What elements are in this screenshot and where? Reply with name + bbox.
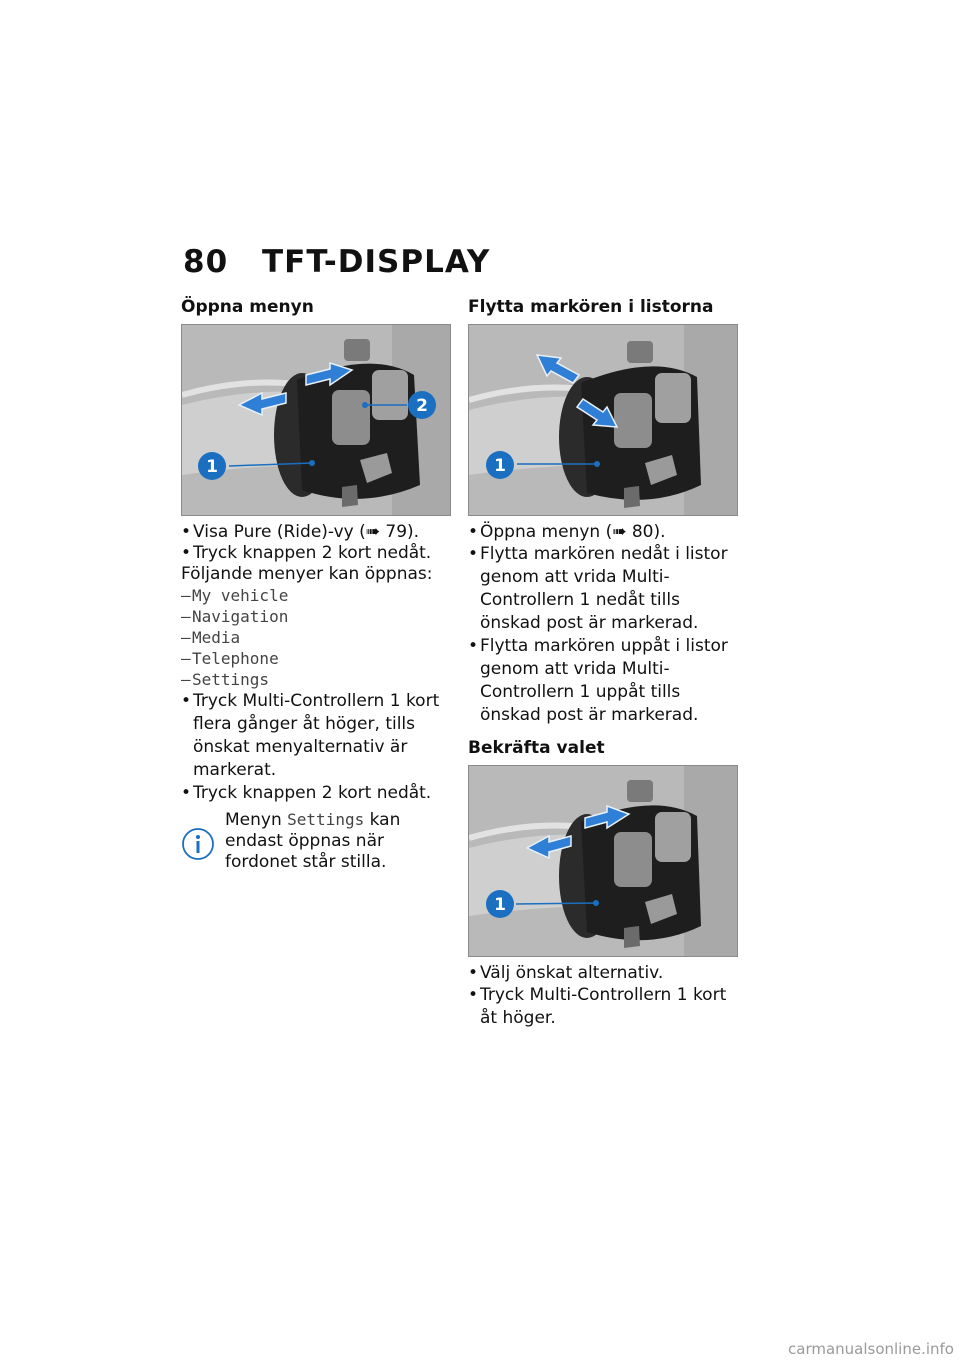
menu-list <box>181 585 451 690</box>
right-column <box>468 296 738 1030</box>
handlebar-illustration <box>469 766 737 956</box>
step-item: • Tryck Multi-Controllern 1 kort åt höger. <box>468 984 738 1030</box>
handlebar-illustration <box>182 325 450 515</box>
step-item: • Tryck Multi-Controllern 1 kort flera gånger åt höger, tills önskat menyalternativ är markerat. <box>181 690 451 782</box>
menu-item: – Settings <box>181 669 451 690</box>
note-text-pre: Menyn <box>225 810 282 830</box>
step-item: • Öppna menyn (➠ 80). <box>468 522 738 543</box>
handlebar-illustration <box>469 325 737 515</box>
step-item: • Välj önskat alternativ. <box>468 963 738 984</box>
steps-list-move <box>468 522 738 727</box>
svg-text:1: 1 <box>494 895 506 915</box>
watermark: carmanualsonline.info <box>788 1340 954 1358</box>
section-heading-move-cursor: Flytta markören i listorna <box>468 297 714 317</box>
info-icon <box>181 827 215 861</box>
note-menu-name: Settings <box>287 810 365 829</box>
menu-item: – Media <box>181 627 451 648</box>
steps-list-2 <box>181 690 451 805</box>
menu-item: – Telephone <box>181 648 451 669</box>
svg-text:1: 1 <box>206 457 218 477</box>
step-item: • Flytta markören nedåt i listor genom att vrida Multi-Controllern 1 nedåt tills önskad post är markerad. <box>468 543 738 635</box>
section-heading-confirm: Bekräfta valet <box>468 738 605 758</box>
menu-item: – Navigation <box>181 606 451 627</box>
step-item: • Tryck knappen 2 kort nedåt. <box>181 782 451 805</box>
info-note <box>181 809 451 873</box>
steps-list <box>181 522 451 564</box>
section-heading-open-menu: Öppna menyn <box>181 297 314 317</box>
left-column <box>181 296 451 873</box>
step-item: • Flytta markören uppåt i listor genom att vrida Multi-Controllern 1 uppåt tills önskad post är markerad. <box>468 635 738 727</box>
menu-item: – My vehicle <box>181 585 451 606</box>
svg-text:1: 1 <box>494 456 506 476</box>
menu-intro: Följande menyer kan öppnas: <box>181 564 433 584</box>
steps-list-confirm <box>468 963 738 1030</box>
note-text-post: kan endast öppnas när fordonet står stilla. <box>225 810 401 872</box>
svg-text:2: 2 <box>416 396 428 416</box>
handlebar-photo-move-cursor <box>468 324 738 516</box>
chapter-title: TFT-DISPLAY <box>262 244 491 280</box>
step-item: • Visa Pure (Ride)-vy (➠ 79). <box>181 522 451 543</box>
page-number: 80 <box>183 244 229 280</box>
handlebar-photo-confirm <box>468 765 738 957</box>
step-item: • Tryck knappen 2 kort nedåt. <box>181 543 451 564</box>
handlebar-photo-open-menu <box>181 324 451 516</box>
